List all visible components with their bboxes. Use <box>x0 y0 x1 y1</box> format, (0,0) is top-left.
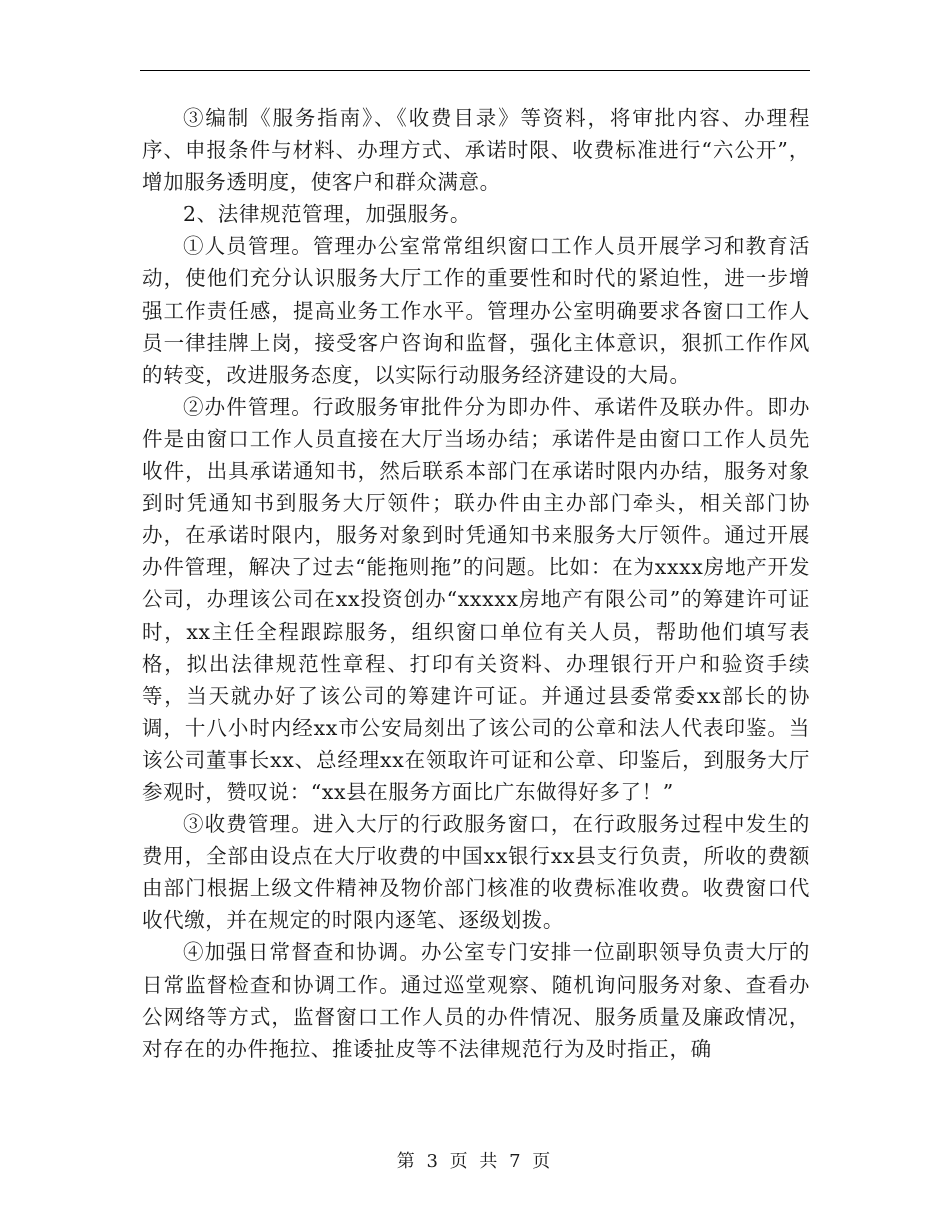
header-rule <box>140 70 810 71</box>
paragraph-fee-management: ③收费管理。进入大厅的行政服务窗口，在行政服务过程中发生的费用，全部由设点在大厅收费的中国xx银行xx县支行负责，所收的费额由部门根据上级文件精神及物价部门核准的收费标准收费。收费窗口代收代缴，并在规定的时限内逐笔、逐级划拨。 <box>142 812 810 933</box>
paragraph-supervision: ④加强日常督查和协调。办公室专门安排一位副职领导负责大厅的日常监督检查和协调工作。通过巡堂观察、随机询问服务对象、查看办公网络等方式，监督窗口工作人员的办件情况、服务质量及廉政情况，对存在的办件拖拉、推诿扯皮等不法律规范行为及时指正，确 <box>142 940 810 1061</box>
paragraph-compile-guide: ③编制《服务指南》、《收费目录》等资料，将审批内容、办理程序、申报条件与材料、办理方式、承诺时限、收费标准进行“六公开”，增加服务透明度，使客户和群众满意。 <box>142 106 810 195</box>
page-number-footer: 第 3 页 共 7 页 <box>396 1151 554 1172</box>
document-body <box>142 102 810 1065</box>
paragraph-personnel-management: ①人员管理。管理办公室常常组织窗口工作人员开展学习和教育活动，使他们充分认识服务大厅工作的重要性和时代的紧迫性，进一步增强工作责任感，提高业务工作水平。管理办公室明确要求各窗口工作人员一律挂牌上岗，接受客户咨询和监督，强化主体意识，狠抓工作作风的转变，改进服务态度，以实际行动服务经济建设的大局。 <box>142 234 810 387</box>
paragraph-case-management: ②办件管理。行政服务审批件分为即办件、承诺件及联办件。即办件是由窗口工作人员直接在大厅当场办结；承诺件是由窗口工作人员先收件，出具承诺通知书，然后联系本部门在承诺时限内办结，服务对象到时凭通知书到服务大厅领件；联办件由主办部门牵头，相关部门协办，在承诺时限内，服务对象到时凭通知书来服务大厅领件。通过开展办件管理，解决了过去“能拖则拖”的问题。比如：在为xxxx房地产开发公司，办理该公司在xx投资创办“xxxxx房地产有限公司”的筹建许可证时，xx主任全程跟踪服务，组织窗口单位有关人员，帮助他们填写表格，拟出法律规范性章程、打印有关资料、办理银行开户和验资手续等，当天就办好了该公司的筹建许可证。并通过县委常委xx部长的协调，十八小时内经xx市公安局刻出了该公司的公章和法人代表印鉴。当该公司董事长xx、总经理xx在领取许可证和公章、印鉴后，到服务大厅参观时，赞叹说：“xx县在服务方面比广东做得好多了！” <box>142 394 810 804</box>
paragraph-section-heading: 2、法律规范管理，加强服务。 <box>183 202 471 227</box>
